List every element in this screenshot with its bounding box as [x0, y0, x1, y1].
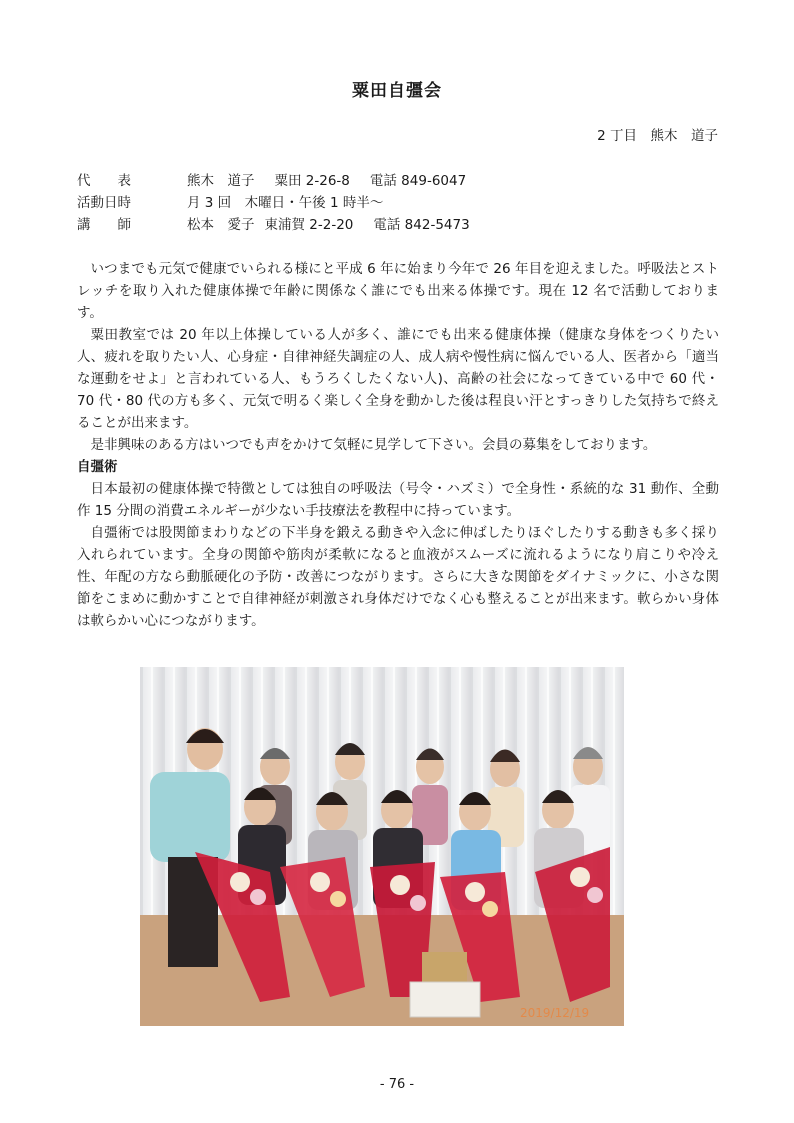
- info-name: 熊木 道子: [187, 173, 255, 189]
- info-label: 講 師: [77, 217, 131, 233]
- page-number: - 76 -: [379, 1077, 415, 1092]
- info-row-schedule: [77, 192, 470, 214]
- info-block: [77, 170, 470, 236]
- info-label: 代 表: [77, 173, 131, 189]
- info-phone: 電話 849-6047: [369, 173, 467, 189]
- photo-date-stamp: 2019/12/19: [520, 1006, 590, 1020]
- article-body: [77, 258, 719, 632]
- info-label: 活動日時: [77, 195, 131, 211]
- group-photo: [140, 667, 624, 1026]
- info-name: 松本 愛子: [187, 217, 255, 233]
- page-title: 粟田自彊会: [352, 81, 442, 101]
- info-address: 粟田 2-26-8: [274, 173, 350, 189]
- paragraph: 是非興味のある方はいつでも声をかけて気軽に見学して下さい。会員の募集をしております。: [90, 437, 657, 453]
- info-row-representative: [77, 170, 470, 192]
- section-heading: 自彊術: [77, 459, 118, 475]
- paragraph: 粟田教室では 20 年以上体操している人が多く、誰にでも出来る健康体操（健康な身体をつくりたい人、疲れを取りたい人、心身症・自律神経失調症の人、成人病や慢性病に悩んでいる人、医者から「適当な運動をせよ」と言われている人、もうろくしたくない人)、高齢の社会になってきている中で 60 代・70 代・80 代の方も多く、元気で明るく楽しく全身を動かした後は程良い汗とすっきりした気持ちで終えることが出来ます。: [77, 327, 719, 431]
- paragraph: 日本最初の健康体操で特徴としては独自の呼吸法（号令・ハズミ）で全身性・系統的な 31 動作、全動作 15 分間の消費エネルギーが少ない手技療法を教程中に持っています。: [77, 481, 719, 519]
- paragraph: いつまでも元気で健康でいられる様にと平成 6 年に始まり今年で 26 年目を迎えました。呼吸法とストレッチを取り入れた健康体操で年齢に関係なく誰にでも出来る体操です。現在 12 名で活動しております。: [77, 261, 719, 321]
- info-value: 月 3 回 木曜日・午後 1 時半～: [187, 195, 384, 211]
- info-address: 東浦賀 2-2-20: [264, 217, 354, 233]
- info-phone: 電話 842-5473: [373, 217, 470, 233]
- author-line: 2 丁目 熊木 道子: [597, 128, 718, 144]
- paragraph: 自彊術では股関節まわりなどの下半身を鍛える動きや入念に伸ばしたりほぐしたりする動きも多く採り入れられています。全身の関節や筋肉が柔軟になると血液がスムーズに流れるようになり肩こりや冷え性、年配の方なら動脈硬化の予防・改善につながります。さらに大きな関節をダイナミックに、小さな関節をこまめに動かすことで自律神経が刺激され身体だけでなく心も整えることが出来ます。軟らかい身体は軟らかい心につながります。: [77, 525, 719, 629]
- info-row-instructor: [77, 214, 470, 236]
